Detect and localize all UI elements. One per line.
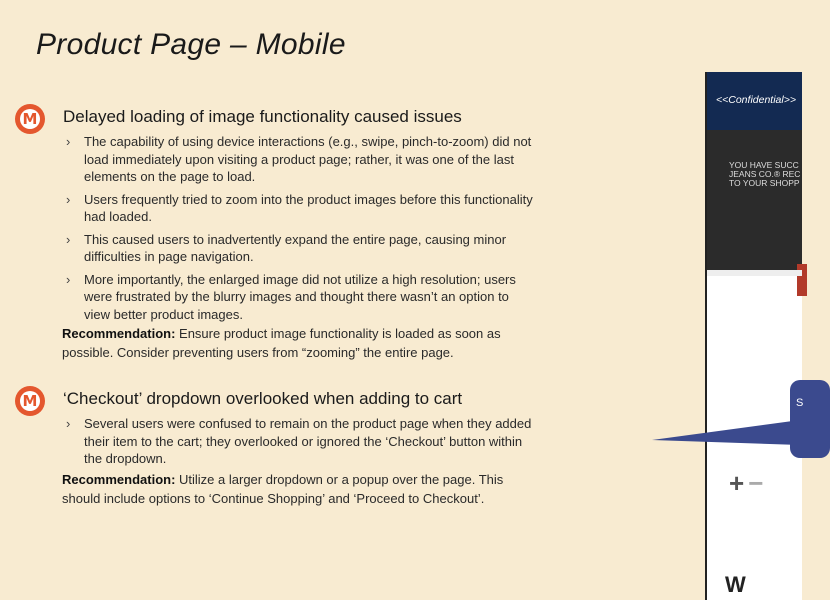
issue-icon [15, 386, 45, 416]
bullet-text: More importantly, the enlarged image did not utilize a high resolution; users were frustrated by the blurry images and thought there wasn’t an option to view better product images. [84, 271, 516, 322]
chevron-right-icon: › [66, 271, 71, 287]
divider [707, 270, 802, 276]
section-bullets [64, 133, 534, 328]
recommendation-text: Ensure product image functionality is loaded as soon as possible. Consider preventing users from “zooming” the entire page. [62, 326, 501, 360]
section-heading: ‘Checkout’ dropdown overlooked when adding to cart [63, 389, 463, 408]
confidential-bar [707, 72, 802, 130]
bullet-item [64, 231, 534, 266]
page-title: Product Page – Mobile [36, 28, 346, 61]
section-bullets [64, 415, 534, 473]
bullet-item [64, 415, 534, 468]
bullet-text: Users frequently tried to zoom into the product images before this functionality had loaded. [84, 191, 533, 224]
recommendation-label: Recommendation: [62, 326, 176, 341]
bullet-item [64, 133, 534, 186]
issue-icon-letter: M [20, 391, 40, 411]
partial-text: W [725, 572, 746, 597]
recommendation-label: Recommendation: [62, 472, 176, 487]
minus-icon[interactable]: − [748, 468, 764, 498]
plus-icon[interactable]: + [729, 468, 745, 498]
bullet-text: The capability of using device interactions (e.g., swipe, pinch-to-zoom) did not load immediately upon visiting a product page; rather, it was one of the last elements on the page to load. [84, 134, 532, 184]
section-heading: Delayed loading of image functionality caused issues [63, 107, 462, 126]
chevron-right-icon: › [66, 134, 71, 149]
recommendation [62, 470, 542, 508]
issue-icon-letter: M [20, 109, 40, 129]
cart-confirmation-panel [707, 130, 802, 270]
callout-bubble [790, 380, 830, 458]
recommendation-text: Utilize a larger dropdown or a popup over the page. This should include options to ‘Continue Shopping’ and ‘Proceed to Checkout’. [62, 472, 504, 506]
confidential-label: <<Confidential>> [716, 94, 796, 106]
callout-line: S [796, 397, 804, 409]
bullet-text: Several users were confused to remain on the product page when they added their item to the cart; they overlooked or ignored the ‘Checkout’ button within the dropdown. [84, 416, 532, 466]
message-line: TO YOUR SHOPP [729, 178, 800, 188]
message-line: YOU HAVE SUCC [729, 160, 799, 170]
issue-icon [15, 104, 45, 134]
bullet-text: This caused users to inadvertently expand the entire page, causing minor difficulties in page navigation. [84, 231, 507, 264]
message-line: JEANS CO.® REC [729, 169, 801, 179]
checkout-button[interactable] [797, 264, 807, 296]
cart-confirmation-message [729, 161, 800, 188]
bullet-item [64, 271, 534, 324]
recommendation [62, 324, 542, 362]
chevron-right-icon: › [66, 416, 71, 431]
quantity-controls [729, 468, 763, 499]
callout-text [796, 392, 803, 414]
mobile-screenshot [705, 72, 802, 600]
bullet-item [64, 191, 534, 226]
chevron-right-icon: › [66, 191, 71, 207]
chevron-right-icon: › [66, 231, 71, 247]
